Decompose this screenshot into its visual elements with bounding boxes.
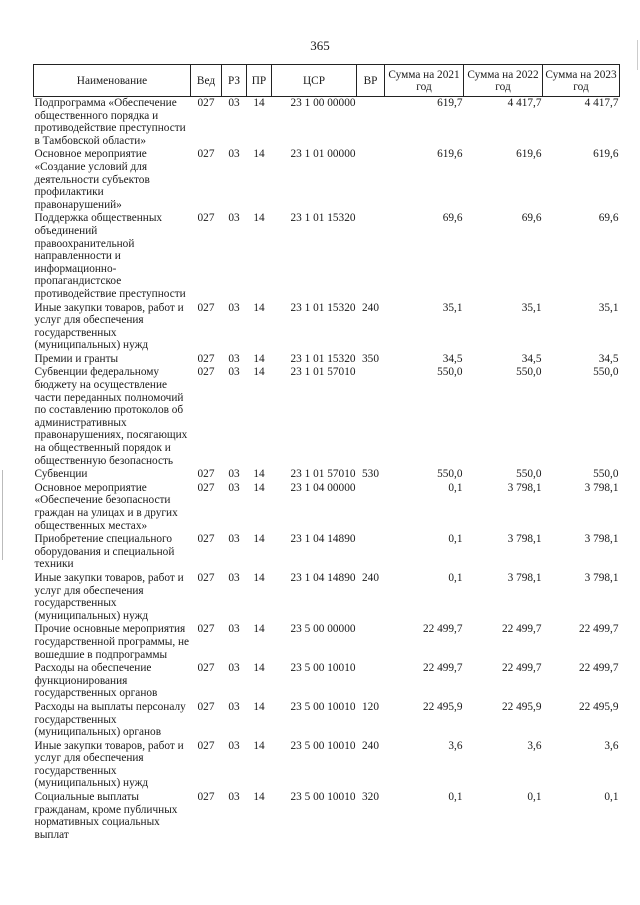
row-sum-2021: 0,1 [448,571,463,584]
row-rz: 03 [228,148,240,161]
table-row [34,791,620,842]
row-pr: 14 [253,468,265,481]
row-csr: 23 1 01 15320 [290,301,356,314]
table-header-row [34,65,620,97]
row-rz: 03 [228,700,240,713]
row-ved: 027 [197,481,215,494]
row-ved: 027 [197,791,215,804]
row-sum-2022: 35,1 [521,301,542,314]
row-vr: 350 [362,352,379,365]
row-sum-2021: 0,1 [448,481,463,494]
row-sum-2022: 22 495,9 [501,700,542,713]
row-sum-2022: 0,1 [527,791,542,804]
row-pr: 14 [253,212,265,225]
row-sum-2022: 3 798,1 [507,533,542,546]
header-ved: Вед [191,65,222,97]
row-csr: 23 1 01 15320 [290,352,356,365]
row-vr: 530 [362,468,379,481]
row-vr [357,482,385,533]
row-sum-2021: 0,1 [448,791,463,804]
row-csr: 23 1 01 57010 [290,468,356,481]
row-vr: 240 [362,739,379,752]
row-csr: 23 1 01 57010 [290,366,356,379]
row-rz: 03 [228,571,240,584]
row-vr [357,212,385,301]
row-ved: 027 [197,662,215,675]
row-rz: 03 [228,212,240,225]
row-sum-2023: 3 798,1 [584,571,619,584]
row-name: Расходы на обеспечение функционирования государственных органов [34,662,158,700]
header-sum-2023: Сумма на 2023 год [543,65,620,97]
row-sum-2021: 34,5 [442,352,463,365]
header-csr: ЦСР [272,65,357,97]
row-rz: 03 [228,352,240,365]
budget-table [33,64,620,842]
row-sum-2023: 550,0 [593,468,619,481]
row-sum-2023: 4 417,7 [584,97,619,109]
row-pr: 14 [253,97,265,109]
row-name: Субвенции [34,468,88,481]
row-rz: 03 [228,97,240,109]
row-csr: 23 1 01 15320 [290,212,356,225]
row-sum-2021: 619,6 [437,148,463,161]
row-rz: 03 [228,791,240,804]
row-csr: 23 5 00 10010 [290,662,356,675]
row-rz: 03 [228,481,240,494]
row-vr: 240 [362,301,379,314]
row-vr [357,623,385,662]
row-sum-2021: 550,0 [437,366,463,379]
row-ved: 027 [197,97,215,109]
table-row [34,212,620,301]
row-sum-2023: 619,6 [593,148,619,161]
row-name: Приобретение специального оборудования и специальной техники [34,533,175,571]
row-csr: 23 5 00 10010 [290,739,356,752]
row-sum-2022: 69,6 [521,212,542,225]
row-sum-2023: 35,1 [598,301,619,314]
row-sum-2021: 22 495,9 [422,700,463,713]
header-name: Наименование [34,65,191,97]
row-name: Прочие основные мероприятия государственной программы, не вошедшие в подпрограммы [34,623,190,661]
row-sum-2023: 550,0 [593,366,619,379]
row-vr [357,366,385,468]
table-body [34,97,620,843]
row-pr: 14 [253,533,265,546]
row-csr: 23 5 00 10010 [290,791,356,804]
table-row [34,468,620,482]
margin-binding-mark [2,470,8,560]
row-sum-2023: 3,6 [604,739,619,752]
table-row [34,701,620,740]
row-pr: 14 [253,739,265,752]
row-sum-2021: 550,0 [437,468,463,481]
row-sum-2022: 3 798,1 [507,571,542,584]
table-row [34,97,620,149]
row-sum-2023: 22 499,7 [578,623,619,636]
row-rz: 03 [228,623,240,636]
row-name: Субвенции федеральному бюджету на осуществление части переданных полномочий по составлению протоколов об административных правонарушениях, посягающих на общественный порядок и общественную безопасность [34,366,188,467]
row-pr: 14 [253,700,265,713]
row-sum-2022: 3 798,1 [507,481,542,494]
row-sum-2021: 619,7 [437,97,463,109]
row-sum-2021: 69,6 [442,212,463,225]
row-sum-2022: 619,6 [516,148,542,161]
row-csr: 23 5 00 00000 [290,623,356,636]
row-name: Основное мероприятие «Создание условий для деятельности субъектов профилактики правонарушений» [34,148,150,211]
row-ved: 027 [197,148,215,161]
row-sum-2023: 69,6 [598,212,619,225]
row-sum-2022: 22 499,7 [501,623,542,636]
row-ved: 027 [197,301,215,314]
row-sum-2023: 34,5 [598,352,619,365]
row-pr: 14 [253,352,265,365]
row-sum-2022: 3,6 [527,739,542,752]
row-ved: 027 [197,352,215,365]
row-vr [357,148,385,212]
row-csr: 23 1 04 14890 [290,571,356,584]
row-vr [357,662,385,701]
row-sum-2021: 3,6 [448,739,463,752]
row-ved: 027 [197,623,215,636]
row-vr: 240 [362,571,379,584]
row-rz: 03 [228,662,240,675]
row-sum-2022: 4 417,7 [507,97,542,109]
row-csr: 23 1 04 14890 [290,533,356,546]
row-name: Расходы на выплаты персоналу государственных (муниципальных) органов [34,700,186,739]
row-vr [357,533,385,572]
row-rz: 03 [228,533,240,546]
table-row [34,366,620,468]
row-pr: 14 [253,623,265,636]
row-pr: 14 [253,662,265,675]
row-sum-2022: 34,5 [521,352,542,365]
row-sum-2022: 550,0 [516,366,542,379]
row-name: Подпрограмма «Обеспечение общественного порядка и противодействие преступности в Тамбовской области» [34,97,186,147]
row-sum-2021: 0,1 [448,533,463,546]
row-pr: 14 [253,366,265,379]
row-pr: 14 [253,791,265,804]
row-name: Поддержка общественных объединений правоохранительной направленности и информационно-пропагандистское противодействие преступности [34,212,186,300]
table-row [34,353,620,367]
row-ved: 027 [197,700,215,713]
row-rz: 03 [228,366,240,379]
table-row [34,623,620,662]
row-sum-2023: 3 798,1 [584,481,619,494]
row-ved: 027 [197,212,215,225]
table-row [34,482,620,533]
row-ved: 027 [197,366,215,379]
header-sum-2021: Сумма на 2021 год [385,65,464,97]
row-name: Основное мероприятие «Обеспечение безопасности граждан на улицах и в других общественных местах» [34,481,178,532]
row-rz: 03 [228,468,240,481]
row-rz: 03 [228,301,240,314]
row-sum-2023: 3 798,1 [584,533,619,546]
table-row [34,302,620,353]
table-row [34,572,620,623]
row-csr: 23 5 00 10010 [290,700,356,713]
row-vr: 120 [362,700,379,713]
row-vr [357,97,385,149]
row-pr: 14 [253,148,265,161]
row-sum-2023: 22 499,7 [578,662,619,675]
page-number: 365 [310,38,330,53]
header-rz: РЗ [222,65,247,97]
row-name: Социальные выплаты гражданам, кроме публичных нормативных социальных выплат [34,791,178,841]
row-vr: 320 [362,791,379,804]
header-pr: ПР [247,65,272,97]
row-name: Иные закупки товаров, работ и услуг для обеспечения государственных (муниципальных) нужд [34,301,184,352]
table-row [34,533,620,572]
row-csr: 23 1 04 00000 [290,481,356,494]
row-sum-2022: 550,0 [516,468,542,481]
row-ved: 027 [197,739,215,752]
row-pr: 14 [253,571,265,584]
row-name: Иные закупки товаров, работ и услуг для обеспечения государственных (муниципальных) нужд [34,739,184,790]
row-sum-2021: 22 499,7 [422,623,463,636]
row-name: Иные закупки товаров, работ и услуг для обеспечения государственных (муниципальных) нужд [34,571,184,622]
row-csr: 23 1 00 00000 [290,97,356,109]
row-sum-2023: 22 495,9 [578,700,619,713]
row-pr: 14 [253,301,265,314]
row-ved: 027 [197,533,215,546]
table-row [34,662,620,701]
row-pr: 14 [253,481,265,494]
header-vr: ВР [357,65,385,97]
row-rz: 03 [228,739,240,752]
scan-edge-mark [634,40,638,70]
row-sum-2022: 22 499,7 [501,662,542,675]
row-sum-2021: 22 499,7 [422,662,463,675]
row-csr: 23 1 01 00000 [290,148,356,161]
table-row [34,740,620,791]
row-ved: 027 [197,468,215,481]
row-name: Премии и гранты [34,352,119,365]
header-sum-2022: Сумма на 2022 год [464,65,543,97]
table-row [34,148,620,212]
row-sum-2023: 0,1 [604,791,619,804]
row-ved: 027 [197,571,215,584]
row-sum-2021: 35,1 [442,301,463,314]
